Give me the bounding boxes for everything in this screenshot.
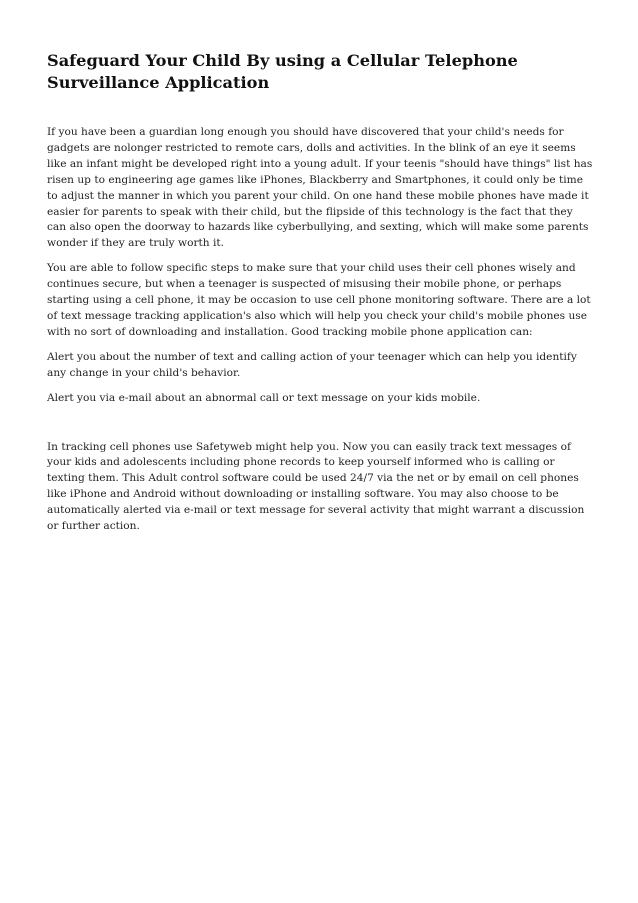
paragraph-alert-activity: Alert you about the number of text and calling action of your teenager which can help you identify any change in your child's behavior. xyxy=(47,350,577,379)
document-title: Safeguard Your Child By using a Cellular Telephone Surveillance Application xyxy=(47,51,518,92)
paragraph-steps: You are able to follow specific steps to make sure that your child uses their cell phones wisely and continues secure, but when a teenager is suspected of misusing their mobile phone, or perhaps starting using a cell phone, it may be occasion to use cell phone monitoring software. There are a lot of text message tracking application's also which will help you check your child's mobile phones use with no sort of downloading and installation. Good tracking mobile phone application can: xyxy=(47,262,591,338)
paragraph-intro: If you have been a guardian long enough you should have discovered that your child's needs for gadgets are nolonger restricted to remote cars, dolls and activities. In the blink of an eye it seems like an infant might be developed right into a young adult. If your teenis "should have things" list has risen up to engineering age games like iPhones, Blackberry and Smartphones, it could only be time to adjust the manner in which you parent your child. On one hand these mobile phones have made it easier for parents to speak with their child, but the flipside of this technology is the fact that they can also open the doorway to hazards like cyberbullying, and sexting, which will make some parents wonder if they are truly worth it. xyxy=(47,126,593,250)
paragraph-safetyweb: In tracking cell phones use Safetyweb might help you. Now you can easily track text messages of your kids and adolescents including phone records to keep yourself informed who is calling or texting them. This Adult control software could be used 24/7 via the net or by email on cell phones like iPhone and Android without downloading or installing software. You may also choose to be automatically alerted via e-mail or text message for several activity that might warrant a discussion or further action. xyxy=(47,440,585,533)
document-body xyxy=(47,125,594,535)
paragraph-alert-email: Alert you via e-mail about an abnormal call or text message on your kids mobile. xyxy=(47,391,481,404)
